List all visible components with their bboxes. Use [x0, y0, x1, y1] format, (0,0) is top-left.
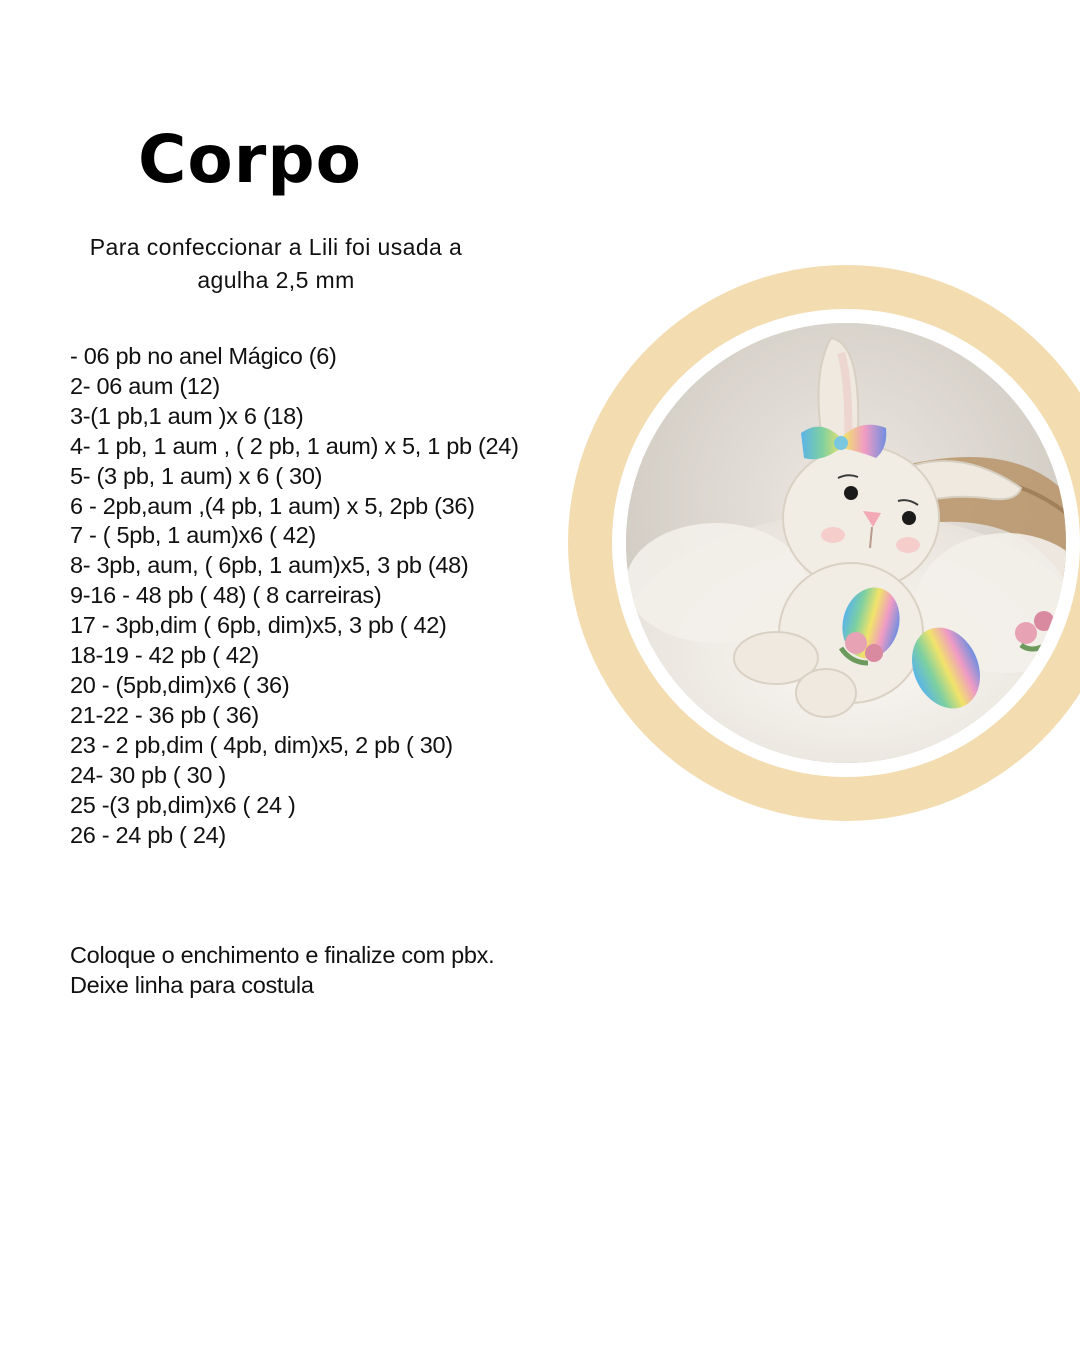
page-title: Corpo [138, 121, 362, 198]
bunny-illustration [626, 323, 1066, 763]
rose-bud [1015, 622, 1037, 644]
pattern-steps-list [70, 342, 519, 850]
pattern-step: 3-(1 pb,1 aum )x 6 (18) [70, 402, 304, 429]
pattern-step: 20 - (5pb,dim)x6 ( 36) [70, 671, 290, 698]
pattern-step: 8- 3pb, aum, ( 6pb, 1 aum)x5, 3 pb (48) [70, 552, 469, 579]
bunny-left-eye [844, 486, 858, 500]
pattern-step: - 06 pb no anel Mágico (6) [70, 343, 337, 369]
finishing-note [70, 940, 494, 1000]
pattern-step: 21-22 - 36 pb ( 36) [70, 701, 259, 728]
intro-line-1: Para confeccionar a Lili foi usada a [89, 234, 463, 260]
pattern-step: 2- 06 aum (12) [70, 372, 220, 399]
pattern-step: 17 - 3pb,dim ( 6pb, dim)x5, 3 pb ( 42) [70, 612, 447, 639]
pattern-step: 9-16 - 48 pb ( 48) ( 8 carreiras) [70, 582, 382, 609]
pattern-step: 6 - 2pb,aum ,(4 pb, 1 aum) x 5, 2pb (36) [70, 492, 475, 519]
pattern-step: 25 -(3 pb,dim)x6 ( 24 ) [70, 791, 296, 818]
pattern-step: 7 - ( 5pb, 1 aum)x6 ( 42) [70, 522, 316, 549]
pink-flower [845, 632, 867, 654]
pattern-step: 26 - 24 pb ( 24) [70, 821, 226, 848]
pattern-step: 18-19 - 42 pb ( 42) [70, 642, 259, 669]
pattern-step: 23 - 2 pb,dim ( 4pb, dim)x5, 2 pb ( 30) [70, 731, 453, 758]
pattern-step: 5- (3 pb, 1 aum) x 6 ( 30) [70, 462, 323, 489]
pattern-step: 24- 30 pb ( 30 ) [70, 761, 226, 788]
pattern-step: 4- 1 pb, 1 aum , ( 2 pb, 1 aum) x 5, 1 pb (24) [70, 432, 519, 459]
intro-line-2: agulha 2,5 mm [197, 267, 355, 293]
finishing-note-line-1: Coloque o enchimento e finalize com pbx. [70, 942, 495, 968]
crochet-bunny-photo [626, 323, 1066, 763]
bunny-right-eye [902, 511, 916, 525]
finishing-note-line-2: Deixe linha para costula [70, 972, 314, 998]
bunny-right-leg [796, 669, 856, 717]
intro-text [58, 231, 494, 297]
